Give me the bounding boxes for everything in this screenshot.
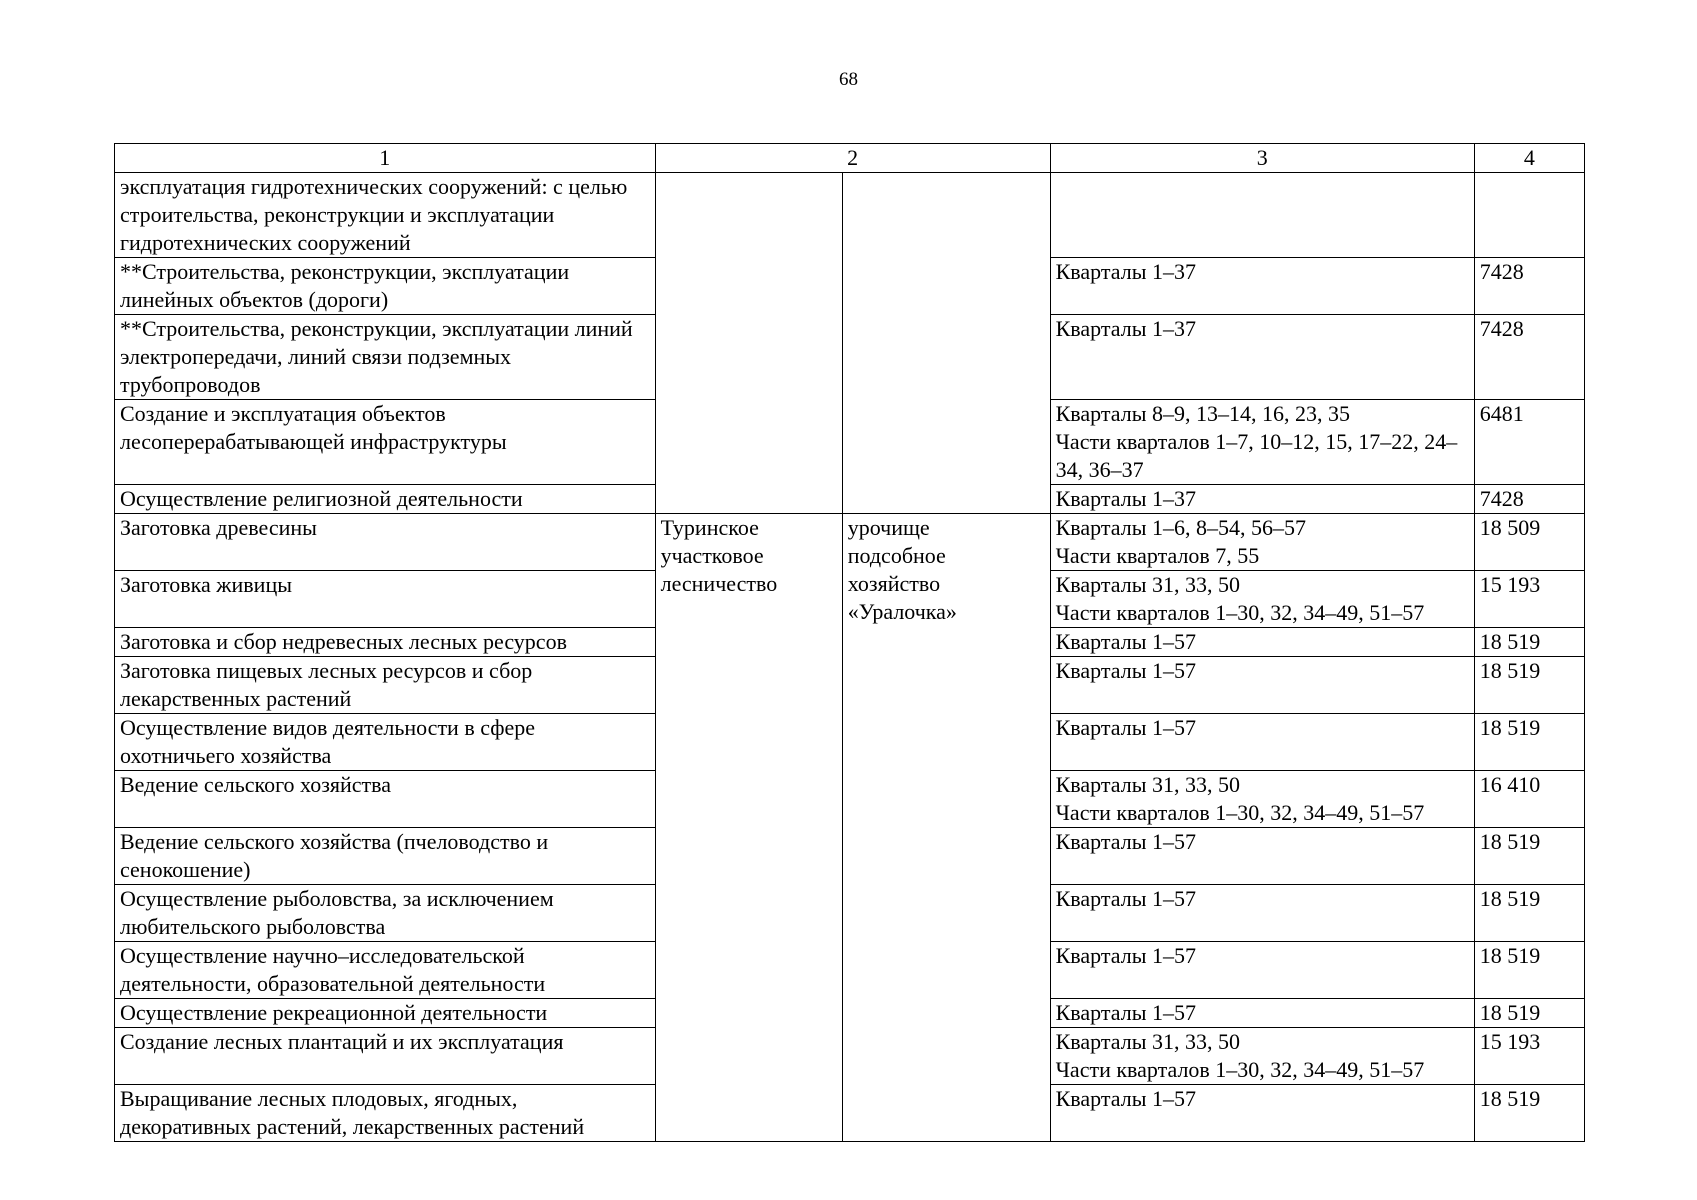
location-cell: Кварталы 1–57 — [1050, 942, 1474, 999]
location-cell: Кварталы 31, 33, 50 Части кварталов 1–30, 32, 34–49, 51–57 — [1050, 771, 1474, 828]
area-cell: 18 519 — [1474, 628, 1584, 657]
area-cell: 18 519 — [1474, 1085, 1584, 1142]
area-cell: 6481 — [1474, 400, 1584, 485]
tract-cell: урочище подсобное хозяйство «Уралочка» — [842, 514, 1050, 1142]
activity-cell: Осуществление религиозной деятельности — [115, 485, 656, 514]
activity-cell: эксплуатация гидротехнических сооружений: с целью строительства, реконструкции и эксплуатации гидротехнических сооружений — [115, 173, 656, 258]
activity-cell: Создание и эксплуатация объектов лесоперерабатывающей инфраструктуры — [115, 400, 656, 485]
area-cell: 18 519 — [1474, 657, 1584, 714]
area-cell — [1474, 173, 1584, 258]
forestry-cell: Туринское участковое лесничество — [655, 514, 842, 1142]
data-table — [114, 143, 1585, 1142]
location-cell: Кварталы 31, 33, 50 Части кварталов 1–30, 32, 34–49, 51–57 — [1050, 571, 1474, 628]
activity-cell: Заготовка и сбор недревесных лесных ресурсов — [115, 628, 656, 657]
activity-cell: Заготовка древесины — [115, 514, 656, 571]
header-col-1: 1 — [115, 144, 656, 173]
activity-cell: **Строительства, реконструкции, эксплуатации линейных объектов (дороги) — [115, 258, 656, 315]
forestry-cell-empty — [655, 173, 842, 514]
area-cell: 18 519 — [1474, 885, 1584, 942]
location-cell: Кварталы 1–57 — [1050, 885, 1474, 942]
location-cell: Кварталы 1–6, 8–54, 56–57 Части кварталов 7, 55 — [1050, 514, 1474, 571]
header-col-3: 3 — [1050, 144, 1474, 173]
location-cell: Кварталы 8–9, 13–14, 16, 23, 35 Части кварталов 1–7, 10–12, 15, 17–22, 24–34, 36–37 — [1050, 400, 1474, 485]
area-cell: 7428 — [1474, 485, 1584, 514]
location-cell: Кварталы 1–57 — [1050, 999, 1474, 1028]
location-cell: Кварталы 1–37 — [1050, 258, 1474, 315]
area-cell: 18 519 — [1474, 942, 1584, 999]
activity-cell: Выращивание лесных плодовых, ягодных, декоративных растений, лекарственных растений — [115, 1085, 656, 1142]
area-cell: 7428 — [1474, 258, 1584, 315]
header-col-2: 2 — [655, 144, 1050, 173]
area-cell: 15 193 — [1474, 1028, 1584, 1085]
activity-cell: Заготовка живицы — [115, 571, 656, 628]
activity-cell: Ведение сельского хозяйства (пчеловодство и сенокошение) — [115, 828, 656, 885]
area-cell: 18 509 — [1474, 514, 1584, 571]
location-cell: Кварталы 1–37 — [1050, 485, 1474, 514]
activity-cell: Заготовка пищевых лесных ресурсов и сбор лекарственных растений — [115, 657, 656, 714]
activity-cell: Осуществление рыболовства, за исключением любительского рыболовства — [115, 885, 656, 942]
location-cell: Кварталы 1–57 — [1050, 828, 1474, 885]
header-col-4: 4 — [1474, 144, 1584, 173]
location-cell — [1050, 173, 1474, 258]
location-cell: Кварталы 1–37 — [1050, 315, 1474, 400]
area-cell: 15 193 — [1474, 571, 1584, 628]
location-cell: Кварталы 1–57 — [1050, 714, 1474, 771]
activity-cell: Ведение сельского хозяйства — [115, 771, 656, 828]
location-cell: Кварталы 1–57 — [1050, 628, 1474, 657]
table-row — [115, 173, 1585, 258]
page-number: 68 — [839, 69, 858, 90]
table-row — [115, 514, 1585, 571]
location-cell: Кварталы 31, 33, 50 Части кварталов 1–30, 32, 34–49, 51–57 — [1050, 1028, 1474, 1085]
activity-cell: **Строительства, реконструкции, эксплуатации линий электропередачи, линий связи подземных трубопроводов — [115, 315, 656, 400]
location-cell: Кварталы 1–57 — [1050, 1085, 1474, 1142]
activity-cell: Осуществление рекреационной деятельности — [115, 999, 656, 1028]
location-cell: Кварталы 1–57 — [1050, 657, 1474, 714]
area-cell: 18 519 — [1474, 999, 1584, 1028]
tract-cell-empty — [842, 173, 1050, 514]
area-cell: 18 519 — [1474, 714, 1584, 771]
area-cell: 7428 — [1474, 315, 1584, 400]
area-cell: 18 519 — [1474, 828, 1584, 885]
activity-cell: Осуществление научно–исследовательской деятельности, образовательной деятельности — [115, 942, 656, 999]
area-cell: 16 410 — [1474, 771, 1584, 828]
activity-cell: Создание лесных плантаций и их эксплуатация — [115, 1028, 656, 1085]
header-row — [115, 144, 1585, 173]
activity-cell: Осуществление видов деятельности в сфере охотничьего хозяйства — [115, 714, 656, 771]
